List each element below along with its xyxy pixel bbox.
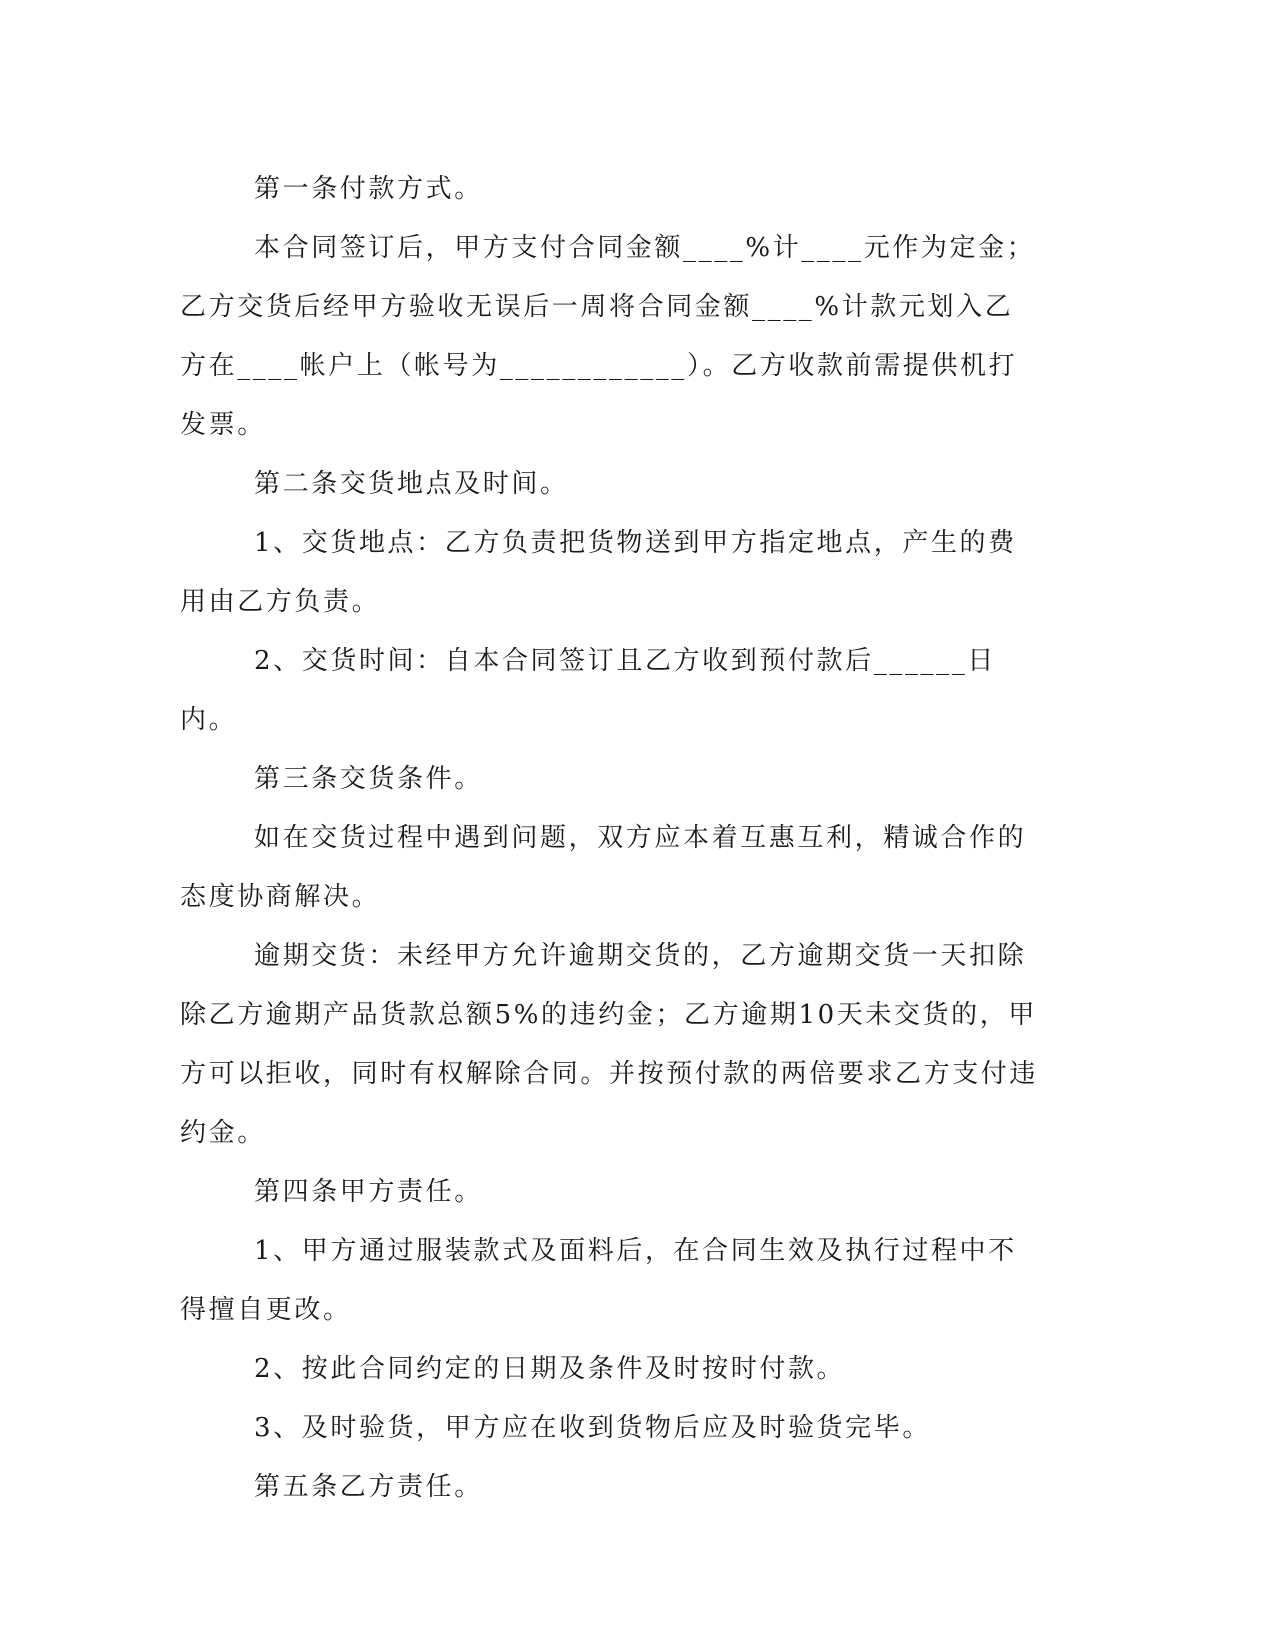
document-body [180, 160, 1040, 1517]
party-a-duty-2: 2、按此合同约定的日期及条件及时按时付款。 [254, 1354, 846, 1384]
late-delivery-paragraph: 逾期交货：未经甲方允许逾期交货的，乙方逾期交货一天扣除除乙方逾期产品货款总额5%的违约金；乙方逾期10天未交货的，甲方可以拒收，同时有权解除合同。并按预付款的两倍要求乙方支付违约金。 [180, 941, 1039, 1148]
section-heading-payment: 第一条付款方式。 [254, 174, 483, 204]
delivery-location-item: 1、交货地点：乙方负责把货物送到甲方指定地点，产生的费用由乙方负责。 [180, 528, 1017, 617]
payment-terms-paragraph: 本合同签订后，甲方支付合同金额____%计____元作为定金；乙方交货后经甲方验收无误后一周将合同金额____%计款元划入乙方在____帐户上（帐号为____________）。乙方收款前需提供机打发票。 [180, 233, 1036, 440]
section-heading-delivery-conditions: 第三条交货条件。 [254, 764, 483, 794]
section-heading-party-a: 第四条甲方责任。 [254, 1177, 483, 1207]
party-a-duty-1: 1、甲方通过服装款式及面料后，在合同生效及执行过程中不得擅自更改。 [180, 1236, 1017, 1325]
dispute-resolution-paragraph: 如在交货过程中遇到问题，双方应本着互惠互利，精诚合作的态度协商解决。 [180, 823, 1027, 912]
delivery-time-item: 2、交货时间：自本合同签订且乙方收到预付款后______日内。 [180, 646, 996, 735]
section-heading-party-b: 第五条乙方责任。 [254, 1472, 483, 1502]
party-a-duty-3: 3、及时验货，甲方应在收到货物后应及时验货完毕。 [254, 1413, 931, 1443]
section-heading-delivery: 第二条交货地点及时间。 [254, 469, 569, 499]
